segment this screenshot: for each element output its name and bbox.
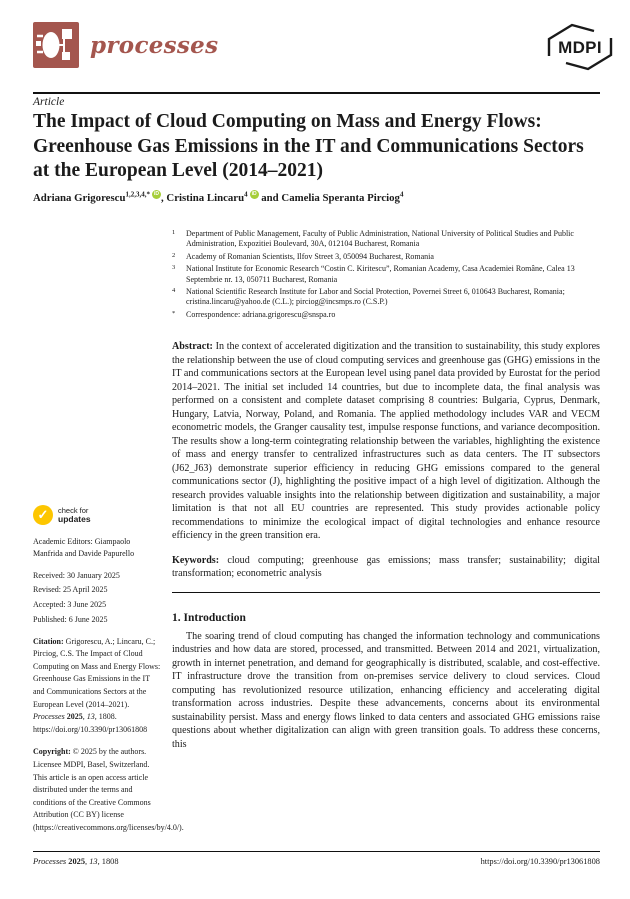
affiliation-marker: 4 (172, 287, 176, 295)
introduction-paragraph: The soaring trend of cloud computing has changed the information technology and communications industries and how data are stored, processed, and transmitted. Between 2014 and 2021, virtualization, growth in internet penetration, and demand for geographically is distributed, scalable, and cost-effective. IT infrastructure drove the transition from on-premises service delivery to cloud services. Cloud computing has revolutionized resource utilization, enhancing efficiency and accelerating digital transformation across industries. Despite these advancements, concerns about its environmental sustainability persist. Mass and energy flows linked to data centers and associated GHG emissions raise questions about whether digitalization can align with green transition goals. To address these concerns, this (172, 630, 600, 750)
affiliation-item (172, 229, 600, 250)
published-date: Published: 6 June 2025 (33, 615, 108, 625)
footer-sep: , (85, 857, 90, 866)
keywords-divider (172, 592, 600, 593)
citation-year: 2025 (66, 712, 83, 722)
footer (33, 857, 600, 866)
affiliation-marker: 3 (172, 264, 176, 272)
revised-date: Revised: 25 April 2025 (33, 585, 108, 595)
orcid-icon[interactable] (250, 190, 259, 199)
keywords-text: cloud computing; greenhouse gas emissions; mass transfer; sustainability; digital transformation; econometric analysis (172, 554, 600, 580)
citation-sep: , (82, 712, 87, 722)
author-2: Cristina Lincaru (166, 192, 245, 204)
author-3-affil-sup: 4 (399, 190, 404, 199)
affiliation-text: Department of Public Management, Faculty of Public Administration, National University of Political Studies and Public Administration, Expozitiei Boulevard, 30A, 012104 Bucharest, Romania (186, 229, 574, 249)
section-heading-introduction: 1. Introduction (172, 611, 246, 624)
mdpi-logo-text: MDPI (558, 38, 602, 57)
author-3: Camelia Speranta Pirciog (281, 192, 400, 204)
check-icon (33, 505, 53, 525)
citation-volume: 13 (86, 712, 95, 722)
author-line (33, 190, 608, 204)
orcid-icon[interactable] (152, 190, 161, 199)
mdpi-logo (544, 22, 616, 72)
affiliation-marker: 2 (172, 251, 176, 259)
copyright-block (33, 746, 184, 834)
affiliation-item (172, 252, 600, 262)
processes-logo-icon (33, 22, 79, 68)
affiliation-text: National Institute for Economic Research “Costin C. Kiritescu”, Romanian Academy, Casa Academiei Române, Calea 13 Septembrie nr. 13, 050711 Bucharest, Romania (186, 264, 575, 284)
affiliation-item (172, 264, 600, 285)
page-title: The Impact of Cloud Computing on Mass and Energy Flows: Greenhouse Gas Emissions in the IT and Communications Sectors at the European Level (2014–2021) (33, 111, 584, 181)
journal-logo (33, 22, 218, 68)
footer-journal: Processes (33, 857, 69, 866)
affiliation-marker: 1 (172, 229, 176, 236)
history-dates (33, 570, 161, 627)
citation-text: Grigorescu, A.; Lincaru, C.; Pirciog, C.S. The Impact of Cloud Computing on Mass and Energy Flows: Greenhouse Gas Emissions in the IT and Communications Sectors at the European Level (2014–2021). (33, 636, 161, 709)
author-2-affil-sup: 4 (244, 190, 248, 199)
author-1-affil-sup: 1,2,3,4,* (125, 190, 150, 199)
footer-doi-link[interactable]: https://doi.org/10.3390/pr13061808 (480, 857, 600, 866)
affiliation-text: Academy of Romanian Scientists, Ilfov Street 3, 050094 Bucharest, Romania (186, 251, 434, 261)
affiliation-text: National Scientific Research Institute for Labor and Social Protection, Povernei Street 6, 010643 Bucharest, Romania; cristina.lincaru@yahoo.de (C.L.); pirciog@incsmps.ro (C.S.P.) (186, 287, 565, 307)
correspondence-marker: * (172, 309, 176, 317)
check-for-updates-badge[interactable] (33, 505, 161, 525)
article-type-label: Article (33, 96, 65, 108)
copyright-text: © 2025 by the authors. Licensee MDPI, Basel, Switzerland. This article is an open access article distributed under the terms and conditions of the Creative Commons Attribution (CC BY) license (https://creativecommons.org/licenses/by/4.0/). (33, 747, 184, 832)
copyright-label: Copyright: (33, 747, 71, 757)
footer-article-number: , 1808 (97, 857, 119, 866)
abstract-label: Abstract: (172, 341, 213, 353)
keywords-label: Keywords: (172, 554, 220, 566)
citation-label: Citation: (33, 636, 64, 646)
author-1: Adriana Grigorescu (33, 192, 126, 204)
header-divider (33, 92, 600, 94)
badge-line-1: check for (58, 506, 89, 515)
citation-doi: , 1808. https://doi.org/10.3390/pr13061808 (33, 712, 148, 734)
footer-citation (33, 857, 119, 866)
author-separator: and (258, 192, 282, 204)
footer-divider (33, 851, 600, 852)
correspondence-item (172, 310, 600, 320)
main-column (172, 229, 600, 751)
correspondence-text: Correspondence: adriana.grigorescu@snspa.ro (186, 309, 336, 319)
received-date: Received: 30 January 2025 (33, 570, 120, 580)
abstract (172, 340, 600, 543)
affiliation-item (172, 287, 600, 308)
badge-line-2: updates (58, 514, 91, 524)
sidebar (33, 505, 184, 834)
citation-block (33, 636, 161, 737)
author-separator: , (160, 192, 167, 204)
accepted-date: Accepted: 3 June 2025 (33, 600, 107, 610)
citation-journal: Processes (33, 712, 67, 722)
keywords (172, 554, 600, 581)
abstract-text: In the context of accelerated digitization and the transition to sustainability, this study explores the relationship between the use of cloud computing services and greenhouse gas (GHG) emissions in the IT and communications sectors at the European level using panel data provided by Eurostat for the period 2014–2021. The initial set included 14 countries, but due to incomplete data, the final analysis was performed on a consistent and complete dataset comprising 8 countries: Bulgaria, Cyprus, Denmark, Hungary, Latvia, Norway, Poland, and Romania. The applied methodology includes VAR and VECM econometric models, the Granger causality test, impulse response functions, and variance decomposition. The results show a long-term cointegrating relationship between the variables, highlighting the existence of mass and energy transfer to centralized infrastructures such as data centers. The IT subsectors (J62_J63) demonstrate superior efficiency in reducing GHG emissions compared to the general communications sector (J), highlighting the positive impact of a high level of digitization. Although the research provides valuable insights into the relationship between digitization and sustainability, a major limitation is that not all EU countries are represented. This study provides actionable policy recommendations to minimize the ecological impact of digital technologies and enhance resource efficiency in the green transition era. (172, 341, 600, 542)
footer-year: 2025 (68, 857, 86, 866)
journal-name: processes (90, 31, 219, 59)
academic-editors: Academic Editors: Giampaolo Manfrida and Davide Papurello (33, 537, 135, 559)
check-for-updates-label (58, 506, 91, 524)
footer-volume: 13 (89, 857, 98, 866)
